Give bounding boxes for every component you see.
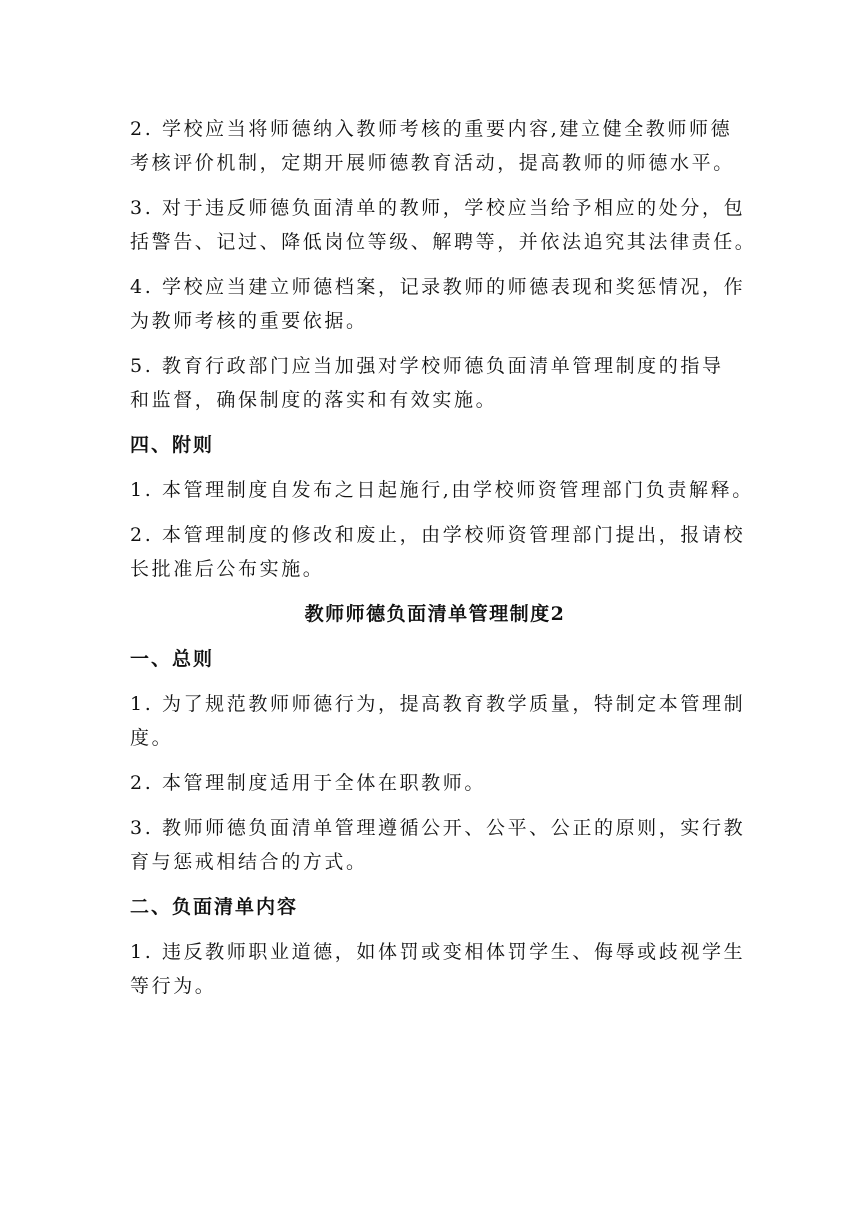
- text-line: 3. 对于违反师德负面清单的教师，学校应当给予相应的处分，包: [130, 197, 746, 219]
- text-line: 1. 违反教师职业道德，如体罚或变相体罚学生、侮辱或歧视学生: [130, 941, 746, 963]
- text-line: 2. 学校应当将师德纳入教师考核的重要内容,建立健全教师师德: [130, 118, 733, 140]
- document-page: [130, 112, 757, 1014]
- section-heading: [130, 890, 740, 924]
- text-line: 度。: [130, 727, 174, 749]
- text-line: 为教师考核的重要依据。: [130, 310, 368, 332]
- paragraph: [130, 349, 740, 417]
- text-line: 等行为。: [130, 975, 217, 997]
- text-line: 育与惩戒相结合的方式。: [130, 851, 368, 873]
- paragraph: [130, 112, 740, 180]
- section-title: [130, 597, 740, 631]
- paragraph: [130, 191, 757, 259]
- section-heading: [130, 428, 740, 462]
- text-line: 1. 为了规范教师师德行为，提高教育教学质量，特制定本管理制: [130, 693, 746, 715]
- text-line: 二、负面清单内容: [130, 896, 299, 918]
- text-line: 3. 教师师德负面清单管理遵循公开、公平、公正的原则，实行教: [130, 817, 746, 839]
- paragraph: [130, 766, 740, 800]
- text-line: 考核评价机制，定期开展师德教育活动，提高教师的师德水平。: [130, 152, 735, 174]
- text-line: 5. 教育行政部门应当加强对学校师德负面清单管理制度的指导: [130, 355, 724, 377]
- text-line: 和监督，确保制度的落实和有效实施。: [130, 389, 498, 411]
- text-line: 一、总则: [130, 648, 215, 670]
- section-heading: [130, 642, 740, 676]
- paragraph: [130, 811, 746, 879]
- paragraph: [130, 687, 746, 755]
- text-line: 2. 本管理制度适用于全体在职教师。: [130, 772, 486, 794]
- text-line: 四、附则: [130, 434, 215, 456]
- text-line: 1. 本管理制度自发布之日起施行,由学校师资管理部门负责解释。: [130, 479, 754, 501]
- text-line: 教师师德负面清单管理制度2: [304, 603, 566, 625]
- paragraph: [130, 518, 746, 586]
- paragraph: [130, 473, 754, 507]
- paragraph: [130, 270, 746, 338]
- text-line: 4. 学校应当建立师德档案，记录教师的师德表现和奖惩情况，作: [130, 276, 746, 298]
- text-line: 括警告、记过、降低岗位等级、解聘等，并依法追究其法律责任。: [130, 231, 757, 253]
- paragraph: [130, 935, 746, 1003]
- text-line: 长批准后公布实施。: [130, 558, 325, 580]
- text-line: 2. 本管理制度的修改和废止，由学校师资管理部门提出，报请校: [130, 524, 746, 546]
